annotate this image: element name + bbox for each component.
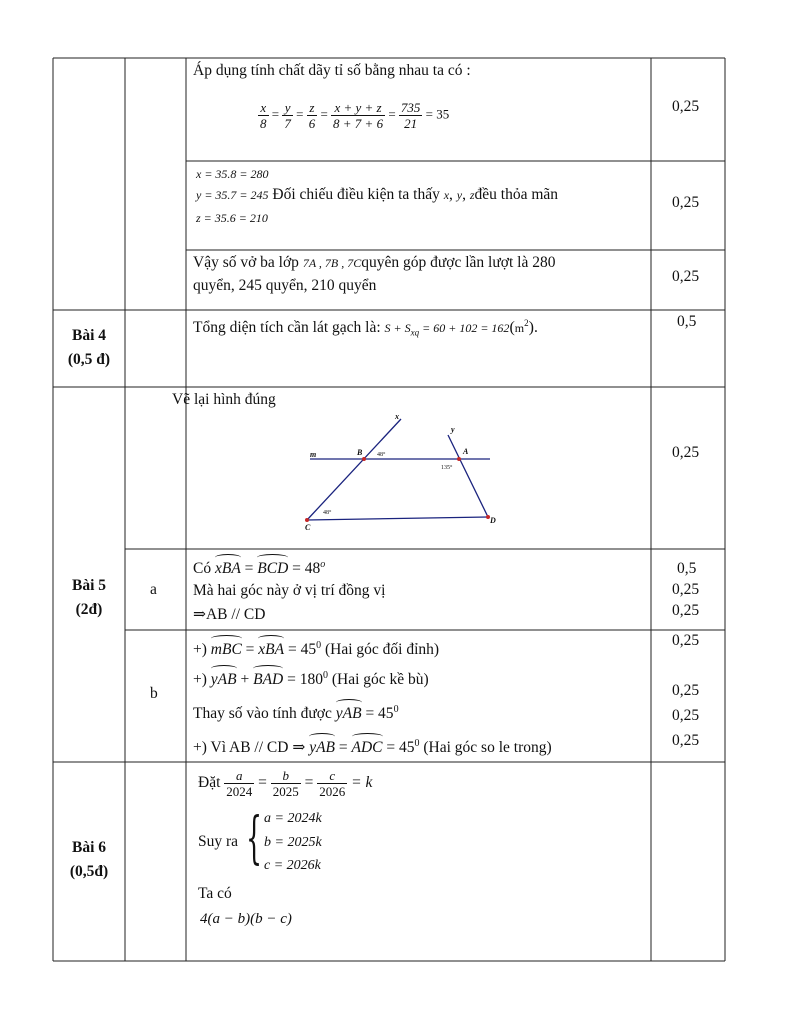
bai5-part-a-label: a — [150, 581, 157, 598]
bai6-suy-ra: Suy ra — [198, 833, 239, 850]
bai3-eq-z: z = 35.6 = 210 — [196, 211, 268, 225]
angle-adc: ADC — [351, 739, 383, 757]
angle-yab-result: yAB — [335, 705, 362, 723]
point-a — [457, 457, 461, 461]
bai6-sys-b: b = 2025k — [264, 835, 322, 850]
bai5-part-b-label: b — [150, 685, 158, 702]
bai3-row1-points: 0,25 — [672, 98, 700, 115]
var-y: y — [456, 188, 463, 202]
bai6-ta-co: Ta có — [198, 885, 232, 902]
fraction-x-8: $\frac{x}{8}$ — [260, 100, 267, 131]
bai4-text: Tổng diện tích cần lát gạch là: $S + S_{xq} = 60 + 102 = 162(m^2)$. — [193, 318, 538, 338]
bai5-a-points-2: 0,25 — [672, 581, 700, 598]
equals-k: = k — [351, 774, 373, 792]
bai6-expression: 4(a − b)(b − c) — [200, 911, 292, 927]
angle-b-label: 48° — [377, 452, 386, 458]
var-z: z — [469, 188, 475, 202]
bai5-b-line4: +) Vì AB // CD ⇒ yAB = ADC = $45^0$ (Hai góc so le trong) — [193, 738, 552, 757]
bai6-label: Bài 6 (0,5đ) — [69, 839, 109, 880]
bai3-intro: Áp dụng tính chất dãy tỉ số bằng nhau ta có : — [193, 62, 471, 79]
bai3-row2-line: y = 35.7 = 245 Đối chiếu điều kiện ta thấy x, y, zđều thỏa mãn — [196, 186, 559, 203]
bai5-b-line3: Thay số vào tính được yAB = $45^0$ — [193, 704, 399, 723]
bai5-b-line1: +) mBC = xBA = $45^0$ (Hai góc đối đỉnh) — [193, 640, 440, 659]
bai3-condition-text: Đối chiếu điều kiện ta thấy — [272, 186, 440, 203]
segment-cd — [307, 517, 488, 520]
result-value: = 35 — [425, 106, 450, 122]
fraction-y-7: $\frac{y}{7}$ — [284, 100, 291, 131]
angle-a-label: 135° — [441, 465, 453, 471]
fraction-a-2024: $\frac{a}{2024}$ — [226, 768, 253, 799]
bai5-a-line2: Mà hai góc này ở vị trí đồng vị — [193, 582, 386, 599]
system-brace: { — [246, 806, 263, 871]
label-y: y — [451, 425, 455, 434]
bai3-eq-y: y = 35.7 = 245 — [196, 188, 269, 202]
bai3-conclusion-line2: quyển, 245 quyển, 210 quyển — [193, 277, 377, 294]
label-a: A — [463, 447, 469, 456]
bai5-a-points-1: 0,5 — [677, 560, 697, 577]
class-names: 7A , 7B , 7C — [302, 256, 362, 270]
fraction-b-2025: $\frac{b}{2025}$ — [272, 768, 299, 799]
point-b — [362, 457, 366, 461]
label-d: D — [490, 516, 496, 525]
bai4-label: Bài 4 (0,5 đ) — [67, 327, 111, 368]
label-x: x — [395, 412, 399, 421]
bai5-a-points-3: 0,25 — [672, 602, 700, 619]
bai3-eq-x: x = 35.8 = 280 — [196, 167, 269, 181]
bai5-b-points-1: 0,25 — [672, 632, 700, 649]
angle-bad: BAD — [253, 671, 284, 689]
bai4-points: 0,5 — [677, 313, 697, 330]
bai5-b-line2: +) yAB + BAD = $180^0$ (Hai góc kề bù) — [193, 670, 429, 689]
angle-xba-b: xBA — [258, 641, 285, 659]
bai5-a-line1: Có xBA = BCD = $48^o$ — [193, 559, 326, 578]
bai5-b-points-3: 0,25 — [672, 707, 700, 724]
angle-bcd: BCD — [257, 560, 289, 578]
bai4-unit: m — [514, 321, 525, 336]
bai6-dat-text: Đặt — [198, 774, 221, 792]
label-m: m — [310, 450, 317, 459]
bai5-b-points-4: 0,25 — [672, 732, 700, 749]
line-xc — [307, 419, 401, 520]
fraction-sum: $\frac{x + y + z}{8 + 7 + 6}$ — [333, 100, 384, 131]
bai3-row2-points: 0,25 — [672, 194, 700, 211]
bai3-satisfied-text: đều thỏa mãn — [474, 186, 559, 203]
bai5-b-points-2: 0,25 — [672, 682, 700, 699]
angle-xba: xBA — [214, 560, 241, 578]
bai6-sys-a: a = 2024k — [264, 811, 322, 826]
bai5-a-line3: ⇒AB // CD — [193, 606, 266, 623]
bai6-set-k: Đặt $\frac{a}{2024}$ = $\frac{b}{2025}$ = $\frac{c}{2026}$ = k — [198, 768, 373, 799]
bai5-figure-points: 0,25 — [672, 444, 700, 461]
angle-yab-alt: yAB — [309, 739, 336, 757]
fraction-z-6: $\frac{z}{6}$ — [308, 100, 316, 131]
conclusion-text-b: quyên góp được lần lượt là 280 — [361, 254, 556, 271]
bai5-label: Bài 5 (2đ) — [71, 577, 107, 618]
angle-yab: yAB — [210, 671, 237, 689]
bai5-figure-caption: Vẽ lại hình đúng — [172, 391, 276, 408]
bai6-sys-c: c = 2026k — [264, 858, 321, 873]
fraction-c-2026: $\frac{c}{2026}$ — [319, 768, 346, 799]
bai3-row3-points: 0,25 — [672, 268, 700, 285]
bai3-conclusion-line1 — [193, 253, 555, 273]
var-x: x — [443, 188, 450, 202]
label-b: B — [357, 448, 363, 457]
angle-mbc: mBC — [210, 641, 242, 659]
conclusion-text-a: Vậy số vở ba lớp — [193, 254, 299, 271]
bai3-proportion-equation: $\frac{x}{8}$ = $\frac{y}{7}$ = $\frac{z}{6}$ = $\frac{x + y + z}{8 + 7 + 6}$ = $\frac{735}{21}$ = 35 — [260, 100, 450, 131]
angle-c-label: 48° — [323, 510, 332, 516]
fraction-735-21: $\frac{735}{21}$ — [400, 100, 421, 131]
bai4-sentence: Tổng diện tích cần lát gạch là: — [193, 319, 381, 337]
label-c: C — [305, 523, 311, 532]
geometry-figure — [300, 410, 505, 535]
bai4-formula: $S + S_{xq} = 60 + 102 = 162$ — [384, 321, 510, 338]
point-c — [305, 518, 309, 522]
